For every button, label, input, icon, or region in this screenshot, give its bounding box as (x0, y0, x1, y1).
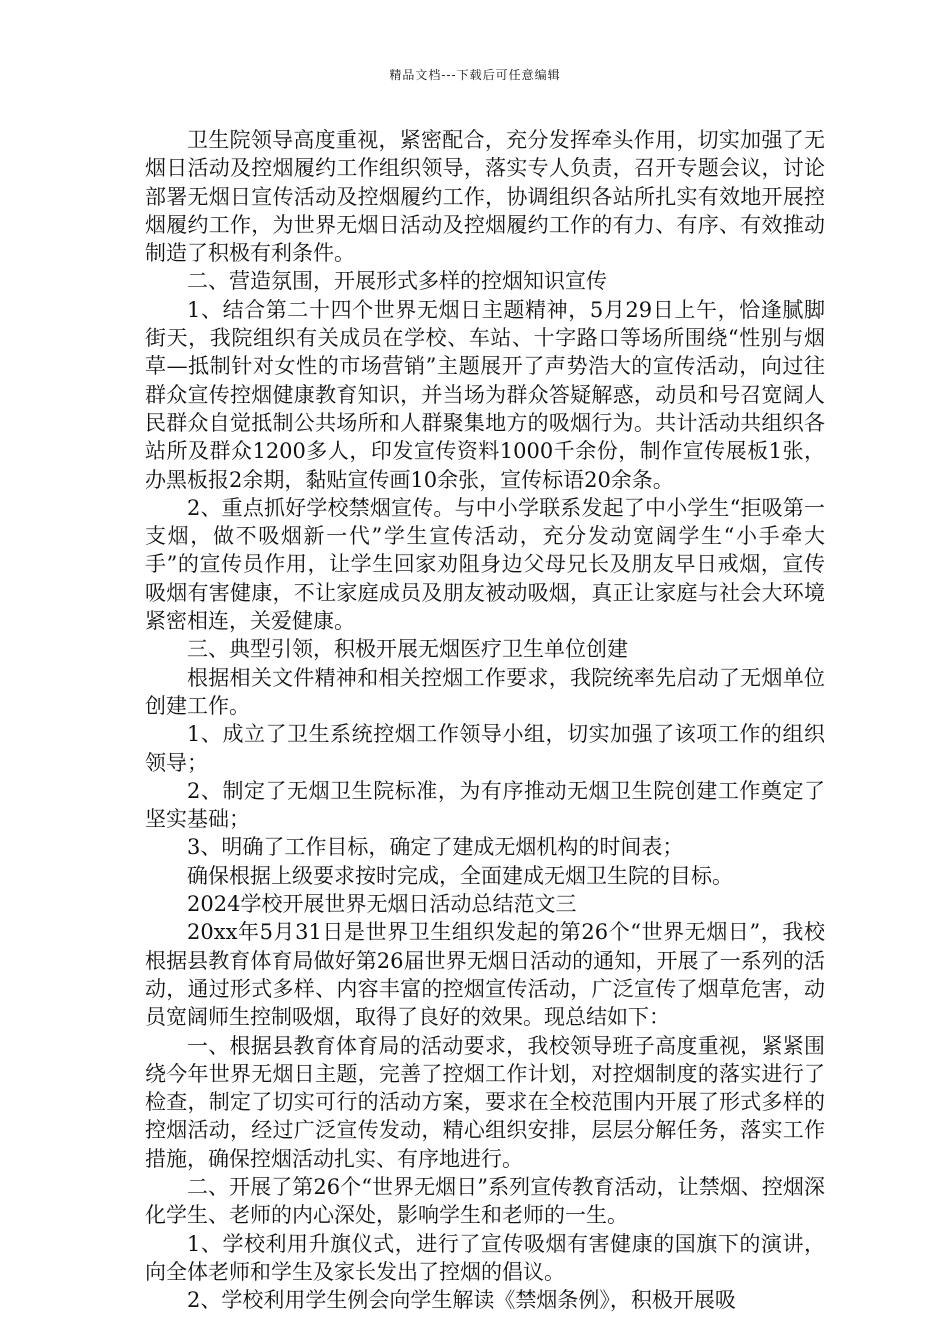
list-item: 2、学校利用学生例会向学生解读《禁烟条例》，积极开展吸 (187, 1288, 736, 1313)
paragraph: 卫生院领导高度重视，紧密配合，充分发挥牵头作用，切实加强了无烟日活动及控烟履约工作组织领导，落实专人负责，召开专题会议，讨论部署无烟日宣传活动及控烟履约工作，协调组织各站所扎实有效地开展控烟履约工作，为世界无烟日活动及控烟履约工作的有力、有序、有效推动制造了积极有利条件。 (145, 128, 825, 266)
document-body (145, 126, 825, 1314)
paragraph: 20xx年5月31日是世界卫生组织发起的第26个“世界无烟日”，我校根据县教育体育局做好第26届世界无烟日活动的通知，开展了一系列的活动，通过形式多样、内容丰富的控烟宣传活动，广泛宣传了烟草危害，动员宽阔师生控制吸烟，取得了良好的效果。现总结如下： (145, 920, 825, 1030)
section-heading: 二、营造氛围，开展形式多样的控烟知识宣传 (187, 269, 607, 294)
article-title: 2024学校开展世界无烟日活动总结范文三 (187, 892, 577, 917)
list-item: 3、明确了工作目标，确定了建成无烟机构的时间表； (187, 835, 684, 860)
page-header: 精品文档---下载后可任意编辑 (389, 68, 561, 82)
paragraph: 二、开展了第26个“世界无烟日”系列宣传教育活动，让禁烟、控烟深化学生、老师的内心深处，影响学生和老师的一生。 (145, 1174, 825, 1228)
list-item: 1、学校利用升旗仪式，进行了宣传吸烟有害健康的国旗下的演讲，向全体老师和学生及家长发出了控烟的倡议。 (145, 1231, 825, 1284)
paragraph: 1、结合第二十四个世界无烟日主题精神，5月29日上午，恰逢腻脚街天，我院组织有关成员在学校、车站、十字路口等场所围绕“性别与烟草—抵制针对女性的市场营销”主题展开了声势浩大的宣传活动，向过往群众宣传控烟健康教育知识，并当场为群众答疑解惑，动员和号召宽阔人民群众自觉抵制公共场所和人群聚集地方的吸烟行为。共计活动共组织各站所及群众1200多人，印发宣传资料1000千余份，制作宣传展板1张，办黑板报2余期，黏贴宣传画10余张，宣传标语20余条。 (145, 297, 825, 492)
paragraph: 2、重点抓好学校禁烟宣传。与中小学联系发起了中小学生“拒吸第一支烟，做不吸烟新一代”学生宣传活动，充分发动宽阔学生“小手牵大手”的宣传员作用，让学生回家劝阻身边父母兄长及朋友早日戒烟，宣传吸烟有害健康，不让家庭成员及朋友被动吸烟，真正让家庭与社会大环境紧密相连，关爱健康。 (145, 495, 825, 634)
list-item: 2、制定了无烟卫生院标准，为有序推动无烟卫生院创建工作奠定了坚实基础； (145, 778, 825, 832)
section-heading: 三、典型引领，积极开展无烟医疗卫生单位创建 (187, 637, 628, 662)
paragraph: 根据相关文件精神和相关控烟工作要求，我院统率先启动了无烟单位创建工作。 (145, 665, 825, 718)
paragraph: 一、根据县教育体育局的活动要求，我校领导班子高度重视，紧紧围绕今年世界无烟日主题，完善了控烟工作计划，对控烟制度的落实进行了检查，制定了切实可行的活动方案，要求在全校范围内开展了形式多样的控烟活动，经过广泛宣传发动，精心组织安排，层层分解任务，落实工作措施，确保控烟活动扎实、有序地进行。 (145, 1033, 825, 1171)
paragraph: 确保根据上级要求按时完成，全面建成无烟卫生院的目标。 (187, 863, 733, 888)
list-item: 1、成立了卫生系统控烟工作领导小组，切实加强了该项工作的组织领导； (145, 722, 825, 775)
